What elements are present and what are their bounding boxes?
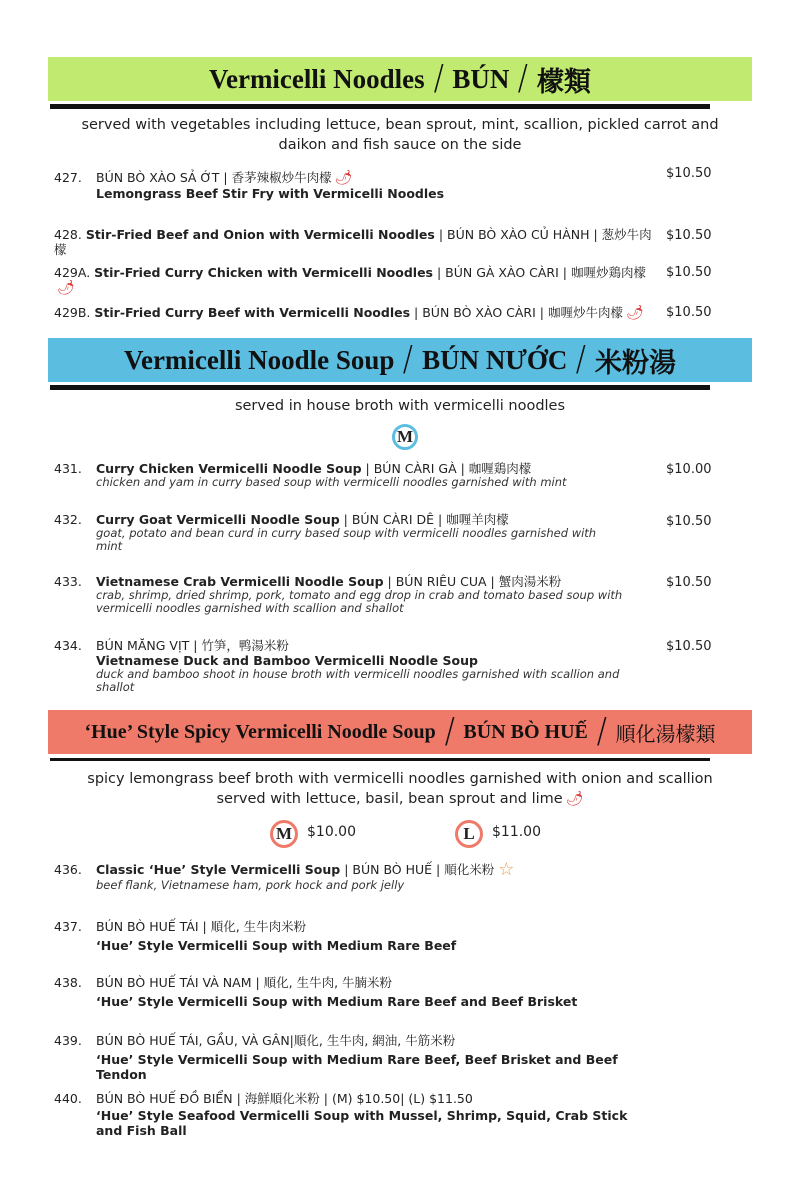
chili-icon: 🌶 [625,305,644,321]
subtitle-line: served in house broth with vermicelli noodles [234,398,566,414]
item-number: 439. [54,1033,82,1048]
subtitle-line: daikon and fish sauce on the side [278,137,522,153]
item-number: 437. [54,919,82,934]
item-description: crab, shrimp, dried shrimp, pork, tomato and egg drop in crab and tomato based soup with vermicelli noodles garnished with scallion and shallot [96,588,623,615]
section-divider [50,758,710,761]
section-banner-vermicelli-noodles: Vermicelli Noodles / BÚN / 檬類 [48,57,752,101]
menu-item-429b [54,305,664,321]
item-name-en: Curry Chicken Vermicelli Noodle Soup [96,461,362,476]
star-icon: ☆ [498,859,515,880]
banner-title-en: Vermicelli Noodle Soup [123,344,395,375]
subtitle-line: spicy lemongrass beef broth with vermicelli noodles garnished with onion and scallion [87,771,713,787]
banner-title-zh: 順化湯檬類 [615,721,716,746]
section-subtitle [40,115,760,155]
menu-item-438 [54,975,654,1009]
chili-icon: 🌶 [57,280,75,296]
menu-item-440 [54,1091,654,1138]
item-name-vn: BÚN BÒ XÀO SẢ ỚT | 香茅辣椒炒牛肉檬 [96,170,332,185]
menu-item-427 [54,170,654,201]
item-description: chicken and yam in curry based soup with vermicelli noodles garnished with mint [96,475,567,489]
menu-item-437 [54,919,654,953]
item-name-en: Stir-Fried Beef and Onion with Vermicelli Noodles [85,227,435,242]
item-name-vn: | BÚN CÀRI GÀ | 咖喱鶏肉檬 [365,461,532,476]
subtitle-text: served with lettuce, basil, bean sprout and lime [216,791,563,807]
banner-title-zh: 米粉湯 [595,347,677,379]
item-number: 438. [54,975,82,990]
item-price: $10.50 [666,228,712,243]
item-name-vn: | BÚN RIÊU CUA | 蟹肉湯米粉 [387,574,562,589]
section-subtitle [40,769,760,809]
item-name-vn: BÚN BÒ HUẾ TÁI, GẦU, VÀ GÂN|順化, 生牛肉, 網油, 牛筋米粉 [96,1033,456,1048]
item-price: $10.50 [666,305,712,320]
badge-letter: M [396,427,414,446]
item-number: 428. [54,227,82,242]
item-price: $10.50 [666,575,712,590]
menu-item-436 [54,859,654,892]
item-description: goat, potato and bean curd in curry based soup with vermicelli noodles garnished with mint [96,526,597,553]
item-name-vn: | BÚN BÒ HUẾ | 順化米粉 [344,862,495,877]
large-size-badge [455,820,483,848]
item-number: 427. [54,170,82,185]
section-banner-hue-style: ‘Hue’ Style Spicy Vermicelli Noodle Soup / BÚN BÒ HUẾ / 順化湯檬類 [48,710,752,754]
item-name-vn: BÚN MĂNG VỊT | 竹笋，鸭湯米粉 [96,638,289,653]
section-banner-vermicelli-noodle-soup: Vermicelli Noodle Soup / BÚN NƯỚC / 米粉湯 [48,338,752,382]
medium-size-price: $10.00 [307,824,356,840]
item-number: 429A. [54,265,91,280]
menu-item-429a [54,265,664,296]
item-number: 434. [54,638,82,653]
item-name-en: Vietnamese Duck and Bamboo Vermicelli Noodle Soup [96,653,478,668]
item-description: beef flank, Vietnamese ham, pork hock and pork jelly [96,878,405,892]
item-name-en: Lemongrass Beef Stir Fry with Vermicelli Noodles [96,186,445,201]
banner-title-vn: BÚN [452,63,510,94]
item-name-en: Stir-Fried Curry Beef with Vermicelli Noodles [94,305,411,320]
item-name-en: Vietnamese Crab Vermicelli Noodle Soup [96,574,384,589]
item-number: 431. [54,461,82,476]
item-name-en: ‘Hue’ Style Vermicelli Soup with Medium Rare Beef and Beef Brisket [96,994,578,1009]
section-divider [50,104,710,109]
chili-icon: 🌶 [334,170,353,186]
chili-icon: 🌶 [565,791,584,807]
banner-title-en: ‘Hue’ Style Spicy Vermicelli Noodle Soup [84,720,436,743]
item-name-en: ‘Hue’ Style Vermicelli Soup with Medium Rare Beef [96,938,457,953]
item-name-en: Classic ‘Hue’ Style Vermicelli Soup [96,862,341,877]
banner-title-vn: BÚN BÒ HUẾ [463,720,588,743]
item-name-vn: | BÚN CÀRI DÊ | 咖喱羊肉檬 [343,512,509,527]
item-name-en: ‘Hue’ Style Vermicelli Soup with Medium Rare Beef, Beef Brisket and Beef Tendon [96,1052,618,1082]
item-number: 432. [54,512,82,527]
item-number: 440. [54,1091,82,1106]
subtitle-line [40,789,760,809]
menu-item-433 [54,574,654,615]
section-subtitle [40,396,760,416]
menu-item-428 [54,227,664,257]
item-name-vn: | BÚN GÀ XÀO CÀRI | 咖喱炒鶏肉檬 [436,265,646,280]
section-divider [50,385,710,390]
item-name-en: Stir-Fried Curry Chicken with Vermicelli Noodles [94,265,433,280]
item-number: 436. [54,862,82,877]
subtitle-line: served with vegetables including lettuce, bean sprout, mint, scallion, pickled carrot and [81,117,719,133]
item-price: $10.00 [666,462,712,477]
item-name-vn: BÚN BÒ HUẾ TÁI VÀ NAM | 順化, 生牛肉, 牛腩米粉 [96,975,393,990]
menu-item-431 [54,461,654,489]
banner-title-en: Vermicelli Noodles [208,63,425,94]
item-name-vn: | BÚN BÒ XÀO CÀRI | 咖喱炒牛肉檬 [414,305,623,320]
item-name-en: ‘Hue’ Style Seafood Vermicelli Soup with Mussel, Shrimp, Squid, Crab Stick and Fish Ball [96,1108,628,1138]
banner-title-vn: BÚN NƯỚC [422,344,568,375]
menu-item-434 [54,638,654,694]
item-price: $10.50 [666,265,712,280]
item-name-en: Curry Goat Vermicelli Noodle Soup [96,512,340,527]
large-size-price: $11.00 [492,824,541,840]
item-name-vn: | BÚN BÒ XÀO CỦ HÀNH | 葱炒牛肉檬 [54,227,652,257]
medium-size-badge [270,820,298,848]
item-number: 429B. [54,305,91,320]
badge-letter: L [463,824,475,843]
badge-letter: M [275,824,293,843]
item-price: $10.50 [666,514,712,529]
item-number: 433. [54,574,82,589]
medium-size-badge [392,424,418,450]
banner-title-zh: 檬類 [537,66,592,98]
menu-item-439 [54,1033,654,1082]
item-price: $10.50 [666,166,712,181]
item-name-vn: BÚN BÒ HUẾ ĐỒ BIỂN | 海鮮順化米粉 | (M) $10.50| (L) $11.50 [96,1091,473,1106]
menu-item-432 [54,512,654,553]
item-price: $10.50 [666,639,712,654]
item-description: duck and bamboo shoot in house broth with vermicelli noodles garnished with scallion and shallot [96,667,620,694]
item-name-vn: BÚN BÒ HUẾ TÁI | 順化, 生牛肉米粉 [96,919,307,934]
